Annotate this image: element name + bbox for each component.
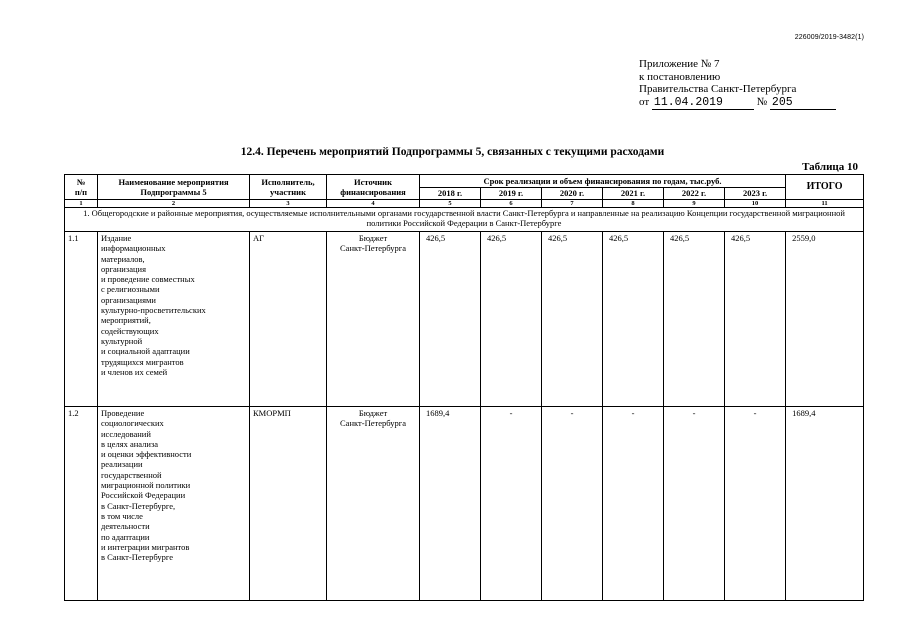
column-number: 1 [65,200,98,208]
column-number: 7 [542,200,603,208]
header-name: Наименование мероприятия Подпрограммы 5 [98,175,250,200]
row-source: Бюджет Санкт-Петербурга [327,407,420,601]
document-title: 12.4. Перечень мероприятий Подпрограммы 5, связанных с текущими расходами [240,146,665,158]
column-number: 10 [725,200,786,208]
row-total: 2559,0 [786,232,864,407]
column-number: 9 [664,200,725,208]
header-executor: Исполнитель, участник [250,175,327,200]
row-value-2018: 1689,4 [420,407,481,601]
table-row [65,407,864,601]
row-value-2023: - [725,407,786,601]
header-year-2020: 2020 г. [542,188,603,200]
row-value-2020: 426,5 [542,232,603,407]
column-number: 2 [98,200,250,208]
column-number: 5 [420,200,481,208]
row-total: 1689,4 [786,407,864,601]
number-prefix: № [756,95,768,108]
document-id: 226009/2019-3482(1) [794,34,864,41]
column-number: 11 [786,200,864,208]
appendix-block [639,58,836,110]
column-number: 4 [327,200,420,208]
row-executor: КМОРМП [250,407,327,601]
row-value-2019: 426,5 [481,232,542,407]
header-source: Источник финансирования [327,175,420,200]
row-num: 1.1 [65,232,98,407]
row-executor: АГ [250,232,327,407]
row-value-2018: 426,5 [420,232,481,407]
row-value-2023: 426,5 [725,232,786,407]
measures-table [64,174,864,601]
row-value-2020: - [542,407,603,601]
header-year-2022: 2022 г. [664,188,725,200]
column-number-row [65,200,864,208]
table-row [65,232,864,407]
header-total: ИТОГО [786,175,864,200]
row-source: Бюджет Санкт-Петербурга [327,232,420,407]
header-num: № п/п [65,175,98,200]
row-value-2019: - [481,407,542,601]
column-number: 6 [481,200,542,208]
header-year-2021: 2021 г. [603,188,664,200]
table-label: Таблица 10 [802,161,858,173]
section-heading: 1. Общегородские и районные мероприятия, осуществляемые исполнительными органами государственной власти Санкт-Петербурга и направленные на реализацию Концепции государственной миграционной политики Российской Федерации в Санкт-Петербурге [65,208,864,232]
header-year-2023: 2023 г. [725,188,786,200]
header-period: Срок реализации и объем финансирования по годам, тыс.руб. [420,175,786,188]
appendix-line-1: Приложение № 7 [639,58,720,70]
appendix-line-3: Правительства Санкт-Петербурга [639,83,797,95]
column-number: 3 [250,200,327,208]
appendix-date: 11.04.2019 [652,97,754,111]
row-value-2021: 426,5 [603,232,664,407]
row-name: Издание информационных материалов, организация и проведение совместных с религиозными организациями культурно-просветительских мероприятий, содействующих культурной и социальной адаптации трудящихся мигрантов и членов их семей [98,232,250,407]
row-value-2021: - [603,407,664,601]
row-value-2022: - [664,407,725,601]
column-number: 8 [603,200,664,208]
header-year-2019: 2019 г. [481,188,542,200]
row-num: 1.2 [65,407,98,601]
appendix-line-2: к постановлению [639,70,721,83]
date-prefix: от [639,95,650,108]
row-value-2022: 426,5 [664,232,725,407]
header-year-2018: 2018 г. [420,188,481,200]
appendix-date-line [639,96,836,111]
appendix-number: 205 [770,97,836,111]
row-name: Проведение социологических исследований в целях анализа и оценки эффективности реализации государственной миграционной политики Российской Федерации в Санкт-Петербурге, в том числе деятельности по адаптации и интеграции мигрантов в Санкт-Петербурге [98,407,250,601]
